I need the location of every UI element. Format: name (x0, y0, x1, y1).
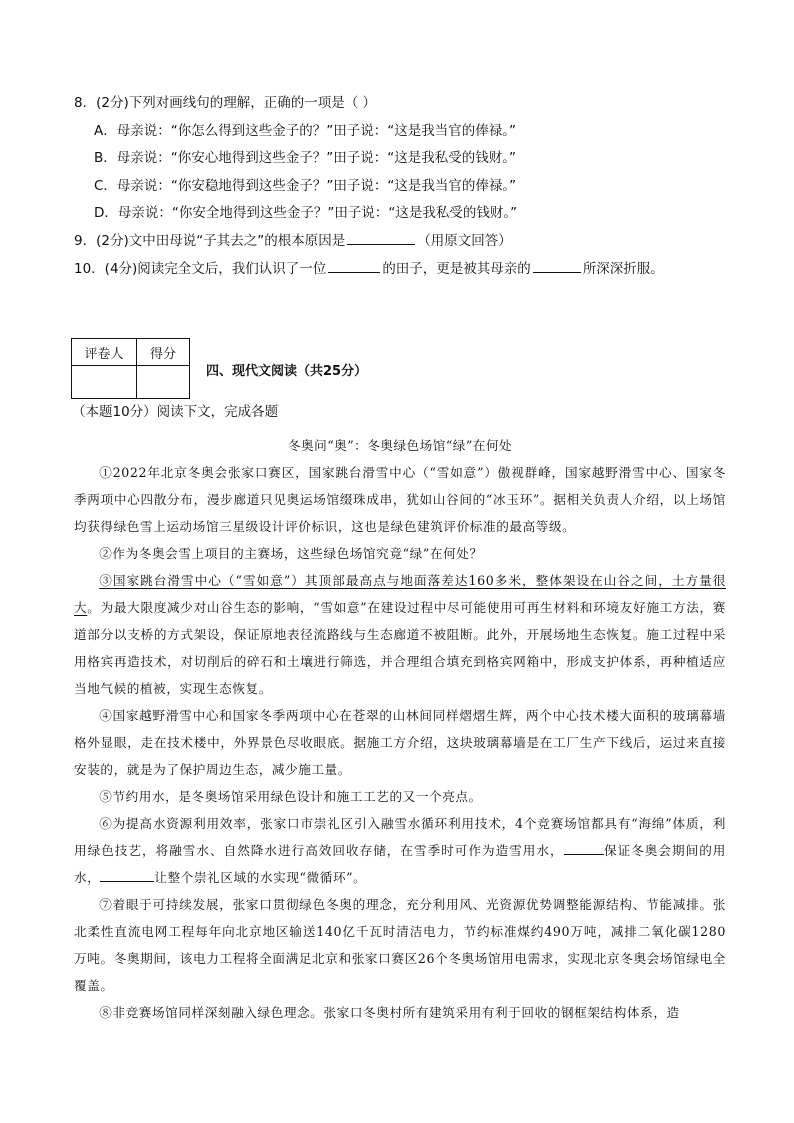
reviewer-cell (72, 366, 137, 399)
paragraph-6-part-2: 保证冬奥会期间的用水， (74, 843, 726, 885)
paragraph-2: ②作为冬奥会雪上项目的主赛场，这些绿色场馆究竟“绿”在何处？ (99, 546, 483, 561)
section-title: 四、现代文阅读（共25分） (206, 364, 368, 379)
question-9-stem: 9．(2分)文中田母说“子其去之”的根本原因是 (74, 233, 346, 249)
question-8-option-b: B．母亲说：“你安心地得到这些金子？”田子说：“这是我私受的钱财。” (94, 150, 516, 166)
section-intro: （本题10分）阅读下文，完成各题 (72, 404, 279, 420)
paragraph-6-part-3: 让整个崇礼区域的水实现“微循环”。 (154, 870, 367, 885)
paragraph-8: ⑧非竞赛场馆同样深刻融入绿色理念。张家口冬奥村所有建筑采用有利于回收的钢框架结构体系，造 (99, 1005, 680, 1020)
reviewer-header: 评卷人 (72, 339, 137, 366)
paragraph-5: ⑤节约用水，是冬奥场馆采用绿色设计和施工工艺的又一个亮点。 (99, 789, 482, 804)
question-10-mid: 的田子，更是被其母亲的 (382, 261, 531, 277)
question-8-option-c: C．母亲说：“你安稳地得到这些金子？”田子说：“这是我当官的俸禄。” (94, 178, 517, 194)
answer-blank (564, 841, 604, 855)
question-10-end: 所深深折服。 (582, 261, 664, 277)
answer-blank (347, 230, 415, 245)
question-9 (74, 230, 512, 251)
reading-passage (74, 432, 726, 1026)
paragraph-3 (74, 567, 726, 702)
underlined-sentence: ③国家跳台滑雪中心（“雪如意”）其顶部最高点与地面落差达160多米，整体架设在山谷之间，土方量很大 (74, 573, 726, 615)
answer-blank (100, 868, 154, 882)
question-9-hint: （用原文回答） (417, 233, 512, 249)
paragraph-7: ⑦着眼于可持续发展，张家口贯彻绿色冬奥的理念，充分利用风、光资源优势调整能源结构、节能减排。张北柔性直流电网工程每年向北京地区输送140亿千瓦时清洁电力，节约标准煤约490万吨，减排二氧化碳1280万吨。冬奥期间，该电力工程将全面满足北京和张家口赛区26个冬奥场馆用电需求，实现北京冬奥会场馆绿电全覆盖。 (74, 897, 726, 993)
passage-title: 冬奥问“奥”：冬奥绿色场馆“绿”在何处 (287, 438, 513, 453)
paragraph-6 (74, 810, 726, 891)
question-8-option-d: D．母亲说：“你安全地得到这些金子？”田子说：“这是我私受的钱财。” (94, 205, 518, 221)
paragraph-3-rest: 。为最大限度减少对山谷生态的影响，“雪如意”在建设过程中尽可能使用可再生材料和环境友好施工方法，赛道部分以支桥的方式架设，保证原地表径流路线与生态廊道不被阻断。此外，开展场地生态恢复。施工过程中采用格宾再造技术，对切削后的碎石和土壤进行筛选，并合理组合填充到格宾网箱中，形成支护体系，再种植适应当地气候的植被，实现生态恢复。 (74, 600, 726, 696)
answer-blank (533, 258, 581, 273)
question-10-stem: 10．(4分)阅读完全文后，我们认识了一位 (74, 261, 327, 277)
paragraph-4: ④国家越野滑雪中心和国家冬季两项中心在苍翠的山林间同样熠熠生辉，两个中心技术楼大面积的玻璃幕墙格外显眼，走在技术楼中，外界景色尽收眼底。据施工方介绍，这块玻璃幕墙是在工厂生产下线后，运过来直接安装的，就是为了保护周边生态，减少施工量。 (74, 708, 726, 777)
question-8-option-a: A．母亲说：“你怎么得到这些金子的？”田子说：“这是我当官的俸禄。” (94, 123, 516, 139)
answer-blank (328, 258, 380, 273)
question-8-stem: 8．(2分)下列对画线句的理解，正确的一项是（ ） (74, 95, 377, 111)
question-10 (74, 258, 664, 279)
score-header: 得分 (137, 339, 190, 366)
paragraph-6-part-1: ⑥为提高水资源利用效率，张家口市崇礼区引入融雪水循环利用技术，4个竞赛场馆都具有“海绵”体质，利用绿色技艺，将融雪水、自然降水进行高效回收存储，在雪季时可作为造雪用水， (74, 816, 726, 858)
paragraph-1: ①2022年北京冬奥会张家口赛区，国家跳台滑雪中心（“雪如意”）傲视群峰，国家越野滑雪中心、国家冬季两项中心四散分布，漫步廊道只见奥运场馆缀珠成串，犹如山谷间的“冰玉环”。据相关负责人介绍，以上场馆均获得绿色雪上运动场馆三星级设计评价标识，这也是绿色建筑评价标准的最高等级。 (74, 465, 726, 534)
score-cell (137, 366, 190, 399)
score-table (71, 338, 190, 399)
